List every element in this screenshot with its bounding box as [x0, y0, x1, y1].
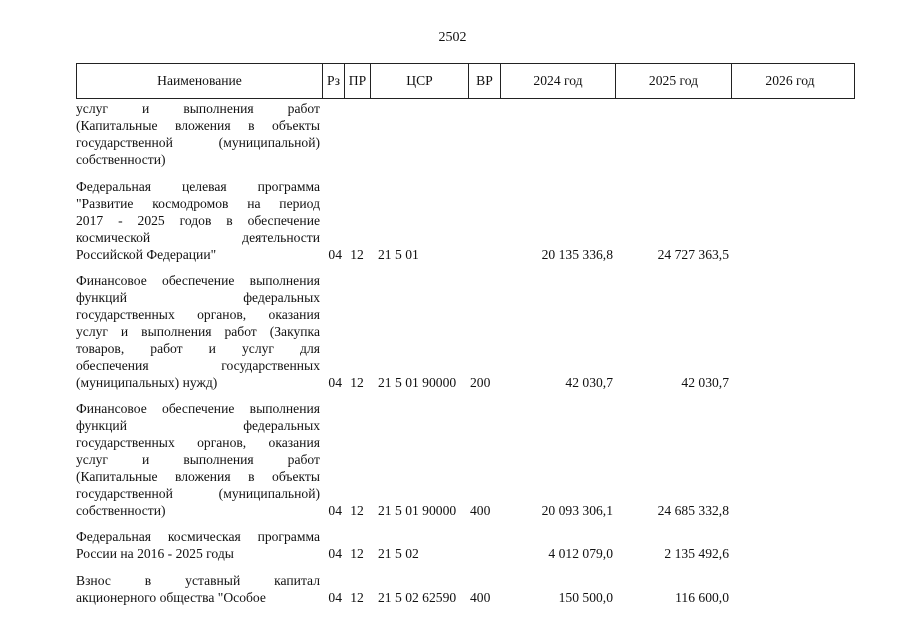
- row-name-line: собственности): [76, 503, 166, 518]
- row-name-line: функций федеральных: [76, 290, 320, 305]
- header-2025: 2025 год: [616, 64, 732, 98]
- table-body: [76, 100, 855, 616]
- header-csr: ЦСР: [371, 64, 469, 98]
- row-2024: 42 030,7: [565, 375, 613, 390]
- row-name: [76, 100, 322, 168]
- row-pr: 12: [350, 590, 364, 605]
- row-pr: 12: [350, 503, 364, 518]
- row-name-line: России на 2016 - 2025 годы: [76, 546, 234, 561]
- table-row: [76, 178, 855, 263]
- row-2025: 2 135 492,6: [664, 546, 729, 561]
- row-pr: 12: [350, 247, 364, 262]
- row-name-line: (Капитальные вложения в объекты: [76, 469, 320, 484]
- row-csr: 21 5 02 62590: [378, 590, 457, 605]
- row-name-line: Финансовое обеспечение выполнения: [76, 401, 320, 416]
- row-name-line: Финансовое обеспечение выполнения: [76, 273, 320, 288]
- row-name-line: государственных органов, оказания: [76, 307, 320, 322]
- row-name-line: Российской Федерации": [76, 247, 217, 262]
- row-csr: 21 5 01 90000: [378, 503, 457, 518]
- row-name-line: акционерного общества "Особое: [76, 590, 266, 605]
- row-vr: 400: [470, 590, 491, 605]
- row-csr: 21 5 01 90000: [378, 375, 457, 390]
- header-vr: ВР: [469, 64, 501, 98]
- row-2025: 24 685 332,8: [657, 503, 729, 518]
- row-vr: 400: [470, 503, 491, 518]
- table-row: [76, 400, 855, 519]
- row-name-line: услуг и выполнения работ (Закупка: [76, 324, 320, 339]
- row-csr: 21 5 02: [378, 546, 419, 561]
- row-name-line: государственных органов, оказания: [76, 435, 320, 450]
- row-name-line: услуг и выполнения работ: [76, 101, 320, 116]
- table-header: [76, 63, 855, 99]
- row-name: [76, 528, 322, 562]
- row-pr: 12: [350, 375, 364, 390]
- row-name-line: Федеральная космическая программа: [76, 529, 320, 544]
- header-pr: ПР: [345, 64, 371, 98]
- row-rz: 04: [328, 375, 342, 390]
- row-name-line: (Капитальные вложения в объекты: [76, 118, 320, 133]
- header-name: Наименование: [77, 64, 323, 98]
- header-rz: Рз: [323, 64, 345, 98]
- row-2024: 20 093 306,1: [541, 503, 613, 518]
- row-2024: 20 135 336,8: [541, 247, 613, 262]
- row-name-line: космической деятельности: [76, 230, 320, 245]
- row-name-line: Взнос в уставный капитал: [76, 573, 320, 588]
- row-name-line: обеспечения государственных: [76, 358, 320, 373]
- row-rz: 04: [328, 590, 342, 605]
- row-name-line: Федеральная целевая программа: [76, 179, 320, 194]
- table-row: [76, 272, 855, 391]
- row-rz: 04: [328, 247, 342, 262]
- header-2024: 2024 год: [501, 64, 616, 98]
- row-rz: 04: [328, 503, 342, 518]
- row-2025: 116 600,0: [675, 590, 729, 605]
- row-name: [76, 272, 322, 391]
- row-name-line: "Развитие космодромов на период: [76, 196, 320, 211]
- table-row: [76, 572, 855, 606]
- header-2026: 2026 год: [765, 73, 815, 88]
- row-2025: 42 030,7: [681, 375, 729, 390]
- row-name-line: (муниципальных) нужд): [76, 375, 218, 390]
- row-vr: 200: [470, 375, 491, 390]
- row-name-line: услуг и выполнения работ: [76, 452, 320, 467]
- row-name-line: 2017 - 2025 годов в обеспечение: [76, 213, 320, 228]
- row-name: [76, 572, 322, 606]
- row-2025: 24 727 363,5: [657, 247, 729, 262]
- row-rz: 04: [328, 546, 342, 561]
- row-2024: 150 500,0: [558, 590, 613, 605]
- table-row: [76, 100, 855, 168]
- row-2024: 4 012 079,0: [548, 546, 613, 561]
- row-name-line: государственной (муниципальной): [76, 486, 320, 501]
- row-name-line: собственности): [76, 152, 166, 167]
- row-name: [76, 400, 322, 519]
- row-pr: 12: [350, 546, 364, 561]
- table-row: [76, 528, 855, 562]
- row-csr: 21 5 01: [378, 247, 419, 262]
- page-number: 2502: [438, 30, 467, 45]
- row-name-line: функций федеральных: [76, 418, 320, 433]
- row-name-line: товаров, работ и услуг для: [76, 341, 320, 356]
- row-name-line: государственной (муниципальной): [76, 135, 320, 150]
- row-name: [76, 178, 322, 263]
